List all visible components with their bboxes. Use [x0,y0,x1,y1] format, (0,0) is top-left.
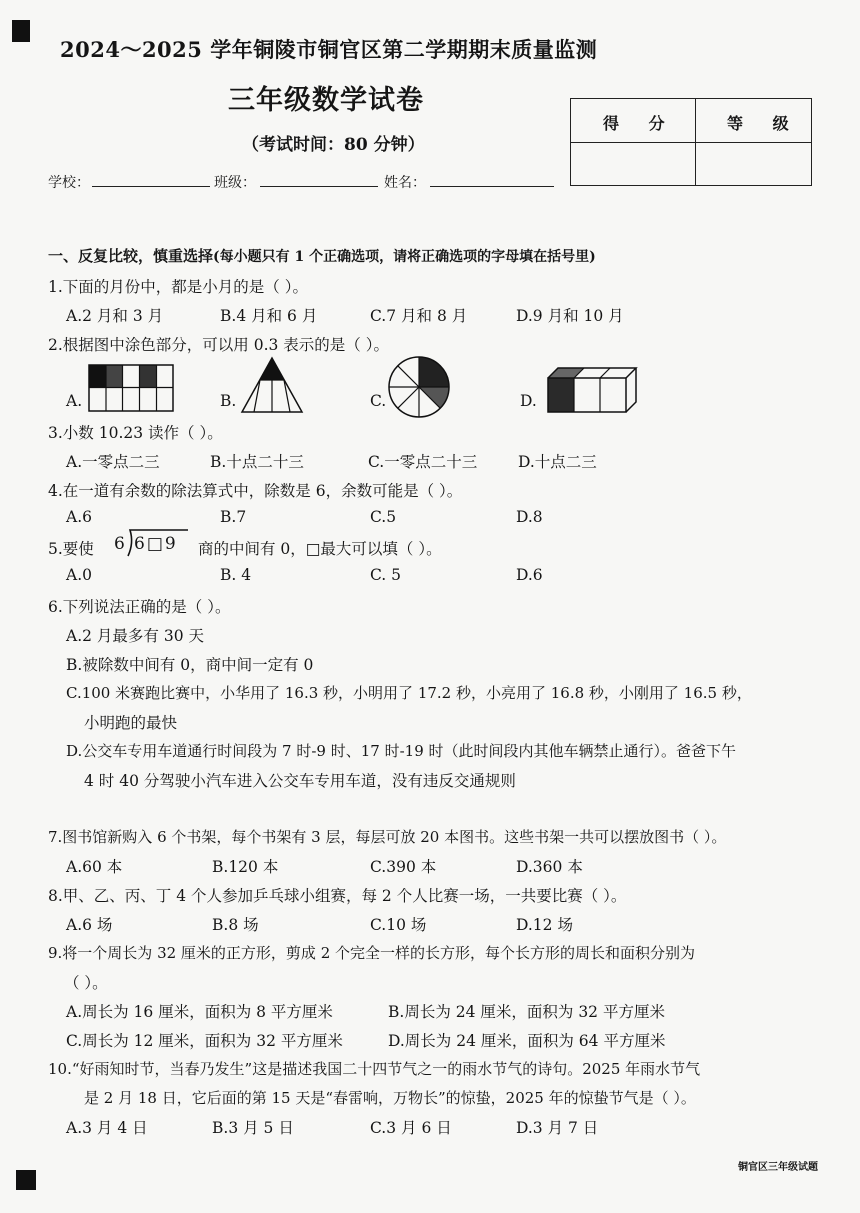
q3-option-a: A.一零点二三 [66,453,160,471]
q2-option-d: D. [520,392,537,410]
q8-option-d: D.12 场 [516,916,573,934]
school-label: 学校： [48,175,90,191]
name-field[interactable] [430,186,554,187]
q9-option-a: A.周长为 16 厘米，面积为 8 平方厘米 [66,1003,333,1021]
q5-long-division [112,528,192,558]
q1-stem: 1.下面的月份中，都是小月的是（ ）。 [48,278,308,296]
q5-option-c: C. 5 [370,566,402,584]
q9-stem-line2: （ ）。 [64,974,108,992]
q4-stem: 4.在一道有余数的除法算式中，除数是 6，余数可能是（ ）。 [48,482,463,500]
q10-option-c: C.3 月 6 日 [370,1119,452,1137]
grade-cell[interactable] [697,143,811,185]
page-footer: 铜官区三年级试题 [738,1162,818,1173]
q7-option-b: B.120 本 [212,858,279,876]
school-field[interactable] [92,186,210,187]
score-table [570,98,812,186]
q2-option-c: C. [370,392,387,410]
q10-stem-line1: 10.“好雨知时节，当春乃发生”这是描述我国二十四节气之一的雨水节气的诗句。2025 年雨水节气 [48,1060,701,1078]
q2-option-a: A. [66,392,83,410]
q6-stem: 6.下列说法正确的是（ ）。 [48,598,231,616]
q7-option-d: D.360 本 [516,858,583,876]
q3-option-c: C.一零点二十三 [368,453,478,471]
q10-option-b: B.3 月 5 日 [212,1119,294,1137]
q7-option-a: A.60 本 [66,858,123,876]
q4-option-d: D.8 [516,508,543,526]
q5-stem-post: 商的中间有 0，□最大可以填（ ）。 [198,540,442,558]
q9-option-c: C.周长为 12 厘米，面积为 32 平方厘米 [66,1032,343,1050]
score-header: 得 分 [603,114,677,133]
q10-option-a: A.3 月 4 日 [66,1119,148,1137]
exam-title-line1: 2024～2025 学年铜陵市铜官区第二学期期末质量监测 [60,37,598,62]
q2-stem: 2.根据图中涂色部分，可以用 0.3 表示的是（ ）。 [48,336,389,354]
corner-mark-top [12,20,30,42]
q3-stem: 3.小数 10.23 读作（ ）。 [48,424,223,442]
q10-stem-line2: 是 2 月 18 日，它后面的第 15 天是“春雷响，万物长”的惊蛰，2025 年的惊蛰节气是（ ）。 [84,1089,696,1107]
class-field[interactable] [260,186,378,187]
q4-option-a: A.6 [66,508,92,526]
q6-option-c-line2: 小明跑的最快 [84,714,178,732]
exam-duration: （考试时间：80 分钟） [242,135,425,155]
q2-figure-d-cubes [546,366,642,414]
q6-option-d-line2: 4 时 40 分驾驶小汽车进入公交车专用车道，没有违反交通规则 [84,772,516,790]
exam-title-main: 三年级数学试卷 [228,85,424,116]
q5-option-d: D.6 [516,566,543,584]
q4-option-b: B.7 [220,508,247,526]
q6-option-d-line1: D.公交车专用车道通行时间段为 7 时-9 时、17 时-19 时（此时间段内其他车辆禁止通行）。爸爸下午 [66,742,737,760]
q9-stem-line1: 9.将一个周长为 32 厘米的正方形，剪成 2 个完全一样的长方形，每个长方形的周长和面积分别为 [48,944,696,962]
q8-option-c: C.10 场 [370,916,427,934]
q10-option-d: D.3 月 7 日 [516,1119,599,1137]
q3-option-b: B.十点二十三 [210,453,304,471]
q9-option-b: B.周长为 24 厘米，面积为 32 平方厘米 [388,1003,665,1021]
q2-figure-c-circle [386,354,452,420]
q3-option-d: D.十点二三 [518,453,597,471]
q6-option-a: A.2 月最多有 30 天 [66,627,204,645]
q5-dividend: 6□9 [134,534,178,554]
q2-figure-a-grid [88,364,174,412]
q7-stem: 7.图书馆新购入 6 个书架，每个书架有 3 层，每层可放 20 本图书。这些书架一共可以摆放图书（ ）。 [48,828,727,846]
q7-option-c: C.390 本 [370,858,437,876]
q8-option-b: B.8 场 [212,916,259,934]
q2-option-b: B. [220,392,237,410]
section-title [48,245,596,266]
q8-option-a: A.6 场 [66,916,113,934]
q1-option-b: B.4 月和 6 月 [220,307,318,325]
q8-stem: 8.甲、乙、丙、丁 4 个人参加乒乓球小组赛，每 2 个人比赛一场，一共要比赛（ ）。 [48,887,627,905]
grade-header: 等 级 [727,114,801,133]
q5-option-a: A.0 [66,566,92,584]
section-heading: 一、反复比较，慎重选择 [48,247,214,265]
q4-option-c: C.5 [370,508,397,526]
corner-mark-bottom [16,1170,36,1190]
name-label: 姓名： [384,175,426,191]
q2-figure-b-triangle [240,356,304,414]
q5-divisor: 6 [114,534,125,554]
q6-option-b: B.被除数中间有 0，商中间一定有 0 [66,656,314,674]
q1-option-c: C.7 月和 8 月 [370,307,468,325]
q5-option-b: B. 4 [220,566,252,584]
section-note: (每小题只有 1 个正确选项，请将正确选项的字母填在括号里) [213,249,596,265]
q5-stem-pre: 5.要使 [48,540,94,558]
q1-option-a: A.2 月和 3 月 [66,307,164,325]
q9-option-d: D.周长为 24 厘米，面积为 64 平方厘米 [388,1032,666,1050]
q6-option-c-line1: C.100 米赛跑比赛中，小华用了 16.3 秒，小明用了 17.2 秒，小亮用了 16.8 秒，小刚用了 16.5 秒， [66,684,752,702]
score-cell[interactable] [571,143,695,185]
class-label: 班级： [214,175,256,191]
q1-option-d: D.9 月和 10 月 [516,307,624,325]
